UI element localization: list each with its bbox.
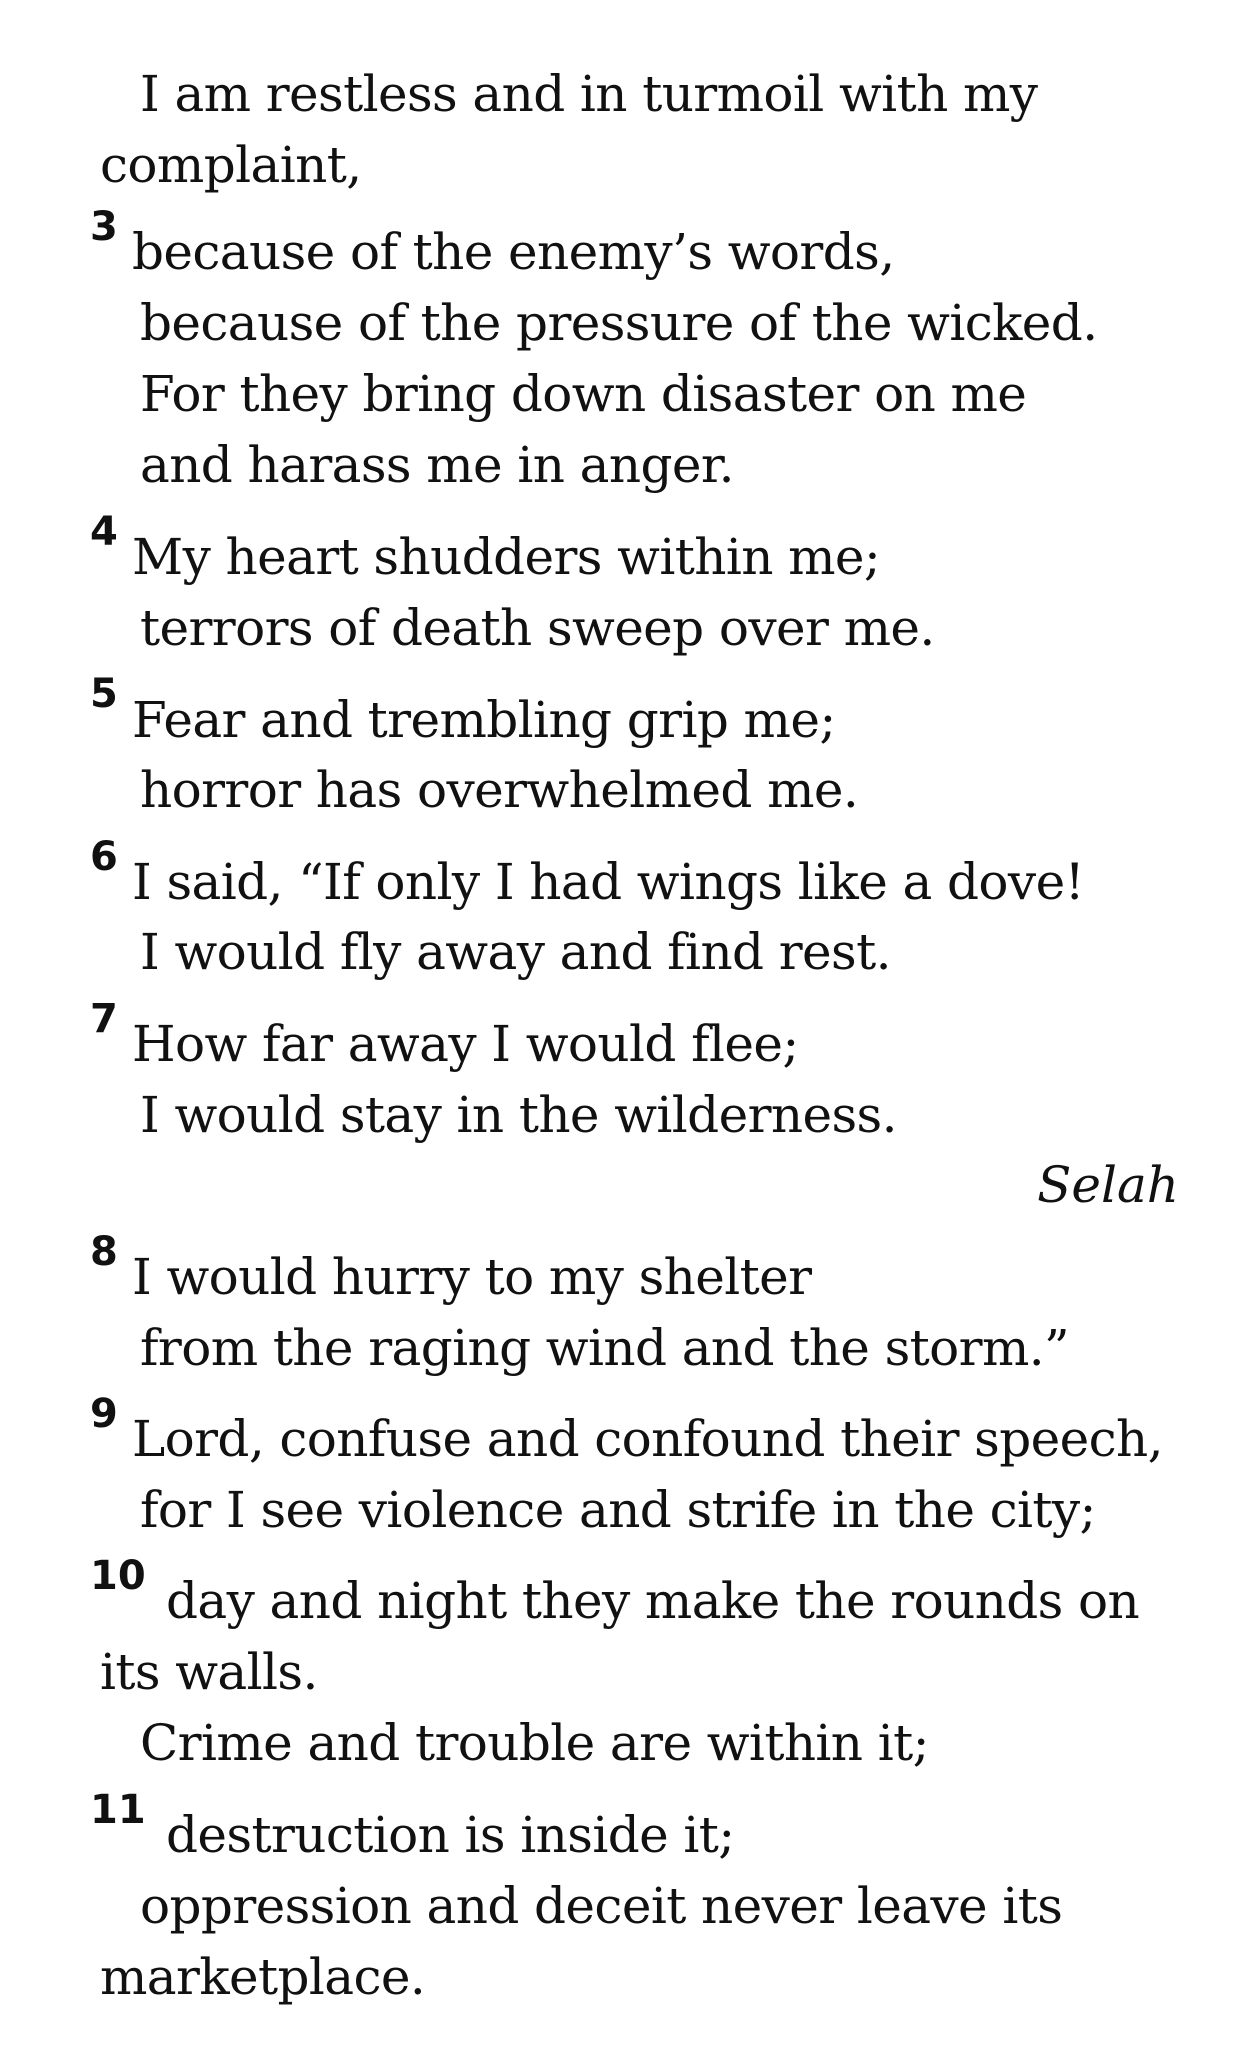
verse-11-line-a: destruction is inside it; bbox=[166, 1806, 735, 1864]
verse-6-line-b: I would fly away and find rest. bbox=[140, 923, 891, 981]
verse-4-line-b: terrors of death sweep over me. bbox=[140, 599, 935, 657]
verse-number-5: 5 bbox=[90, 671, 118, 717]
verse-number-4: 4 bbox=[90, 509, 118, 555]
verse-3-line-b: because of the pressure of the wicked. bbox=[140, 294, 1098, 352]
verse-3-line-c: For they bring down disaster on me bbox=[140, 365, 1027, 423]
verse-3-line-a: because of the enemy’s words, bbox=[132, 223, 895, 281]
verse-5-line-a: Fear and trembling grip me; bbox=[132, 691, 836, 749]
verse-11-line-b-wrap: marketplace. bbox=[100, 1948, 426, 2006]
verse-8-line-a: I would hurry to my shelter bbox=[132, 1248, 812, 1306]
verse-number-9: 9 bbox=[90, 1391, 118, 1437]
verse-7-line-a: How far away I would flee; bbox=[132, 1015, 799, 1073]
selah-marker: Selah bbox=[1037, 1156, 1179, 1214]
verse-8-line-b: from the raging wind and the storm.” bbox=[140, 1319, 1070, 1377]
verse-4-line-a: My heart shudders within me; bbox=[132, 528, 881, 586]
verse-11-line-b: oppression and deceit never leave its bbox=[140, 1877, 1063, 1935]
verse-6-line-a: I said, “If only I had wings like a dove! bbox=[132, 853, 1085, 911]
verse-10-line-b: Crime and trouble are within it; bbox=[140, 1714, 929, 1772]
verse-3-line-d: and harass me in anger. bbox=[140, 436, 734, 494]
verse-number-10: 10 bbox=[90, 1553, 146, 1599]
verse-10-line-a-wrap: its walls. bbox=[100, 1643, 318, 1701]
verse-9-line-b: for I see violence and strife in the city; bbox=[140, 1481, 1096, 1539]
verse-5-line-b: horror has overwhelmed me. bbox=[140, 761, 859, 819]
verse-9-line-a: Lord, confuse and confound their speech, bbox=[132, 1410, 1163, 1468]
verse-7-line-b: I would stay in the wilderness. bbox=[140, 1086, 897, 1144]
verse-number-6: 6 bbox=[90, 834, 118, 880]
verse-10-line-a: day and night they make the rounds on bbox=[166, 1572, 1140, 1630]
verse-number-3: 3 bbox=[90, 204, 118, 250]
verse-2-line-wrap: complaint, bbox=[100, 136, 362, 194]
verse-number-7: 7 bbox=[90, 996, 118, 1042]
verse-number-8: 8 bbox=[90, 1229, 118, 1275]
verse-number-11: 11 bbox=[90, 1787, 146, 1833]
verse-2-line-cont: I am restless and in turmoil with my bbox=[140, 65, 1038, 123]
